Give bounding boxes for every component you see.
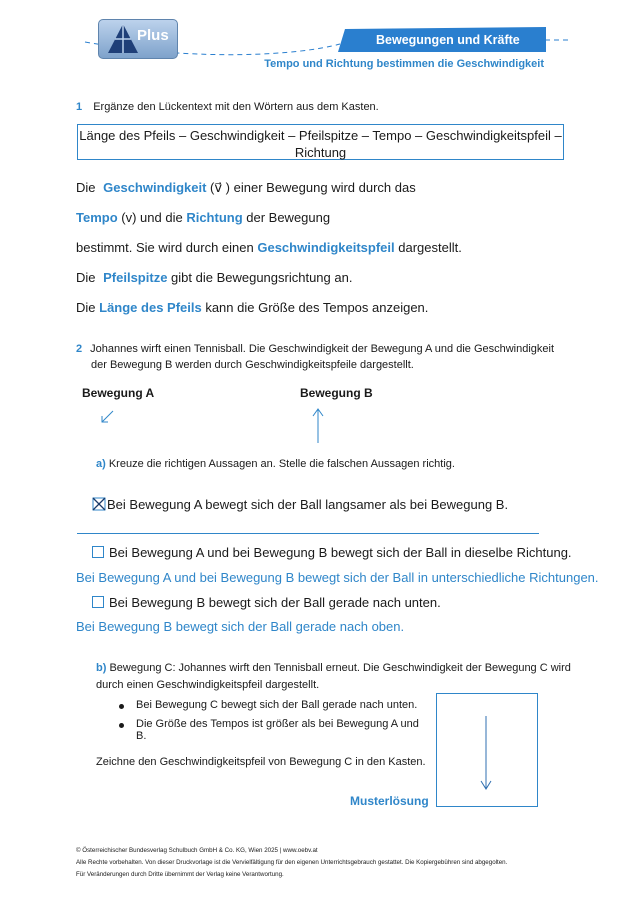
cloze-text: gibt die Bewegungsrichtung an. bbox=[167, 270, 353, 285]
page-subtitle: Tempo und Richtung bestimmen die Geschwindigkeit bbox=[264, 58, 544, 70]
answer-geschwindigkeitspfeil: Geschwindigkeitspfeil bbox=[257, 240, 395, 255]
task1-instruction bbox=[76, 101, 379, 113]
cloze-line-4 bbox=[76, 270, 352, 285]
statement-3 bbox=[92, 595, 441, 610]
cloze-text: Die bbox=[76, 300, 100, 315]
footer bbox=[76, 845, 507, 881]
part-b-line2: durch einen Geschwindigkeitspfeil dargestellt. bbox=[96, 679, 320, 691]
footer-rights: Alle Rechte vorbehalten. Von dieser Druckvorlage ist die Vervielfältigung für den eigenen Unterrichtsgebrauch gestattet. Die Kopiergebühren sind abgegolten. bbox=[76, 859, 508, 866]
task2-intro bbox=[76, 341, 554, 373]
plus-logo bbox=[98, 19, 178, 59]
correction-2: Bei Bewegung A und bei Bewegung B bewegt sich der Ball in unterschiedliche Richtungen. bbox=[76, 570, 599, 585]
cloze-text: Die bbox=[76, 180, 100, 195]
part-b-line1: Bewegung C: Johannes wirft den Tennisball erneut. Die Geschwindigkeit der Bewegung C wird bbox=[109, 662, 571, 674]
list-item: Die Größe des Tempos ist größer als bei Bewegung A und B. bbox=[116, 718, 426, 742]
draw-instruction: Zeichne den Geschwindigkeitspfeil von Bewegung C in den Kasten. bbox=[96, 756, 426, 768]
cloze-text: Die bbox=[76, 270, 100, 285]
arrow-c-icon bbox=[437, 694, 537, 806]
cloze-text: einer Bewegung wird durch das bbox=[230, 180, 416, 195]
checkbox[interactable] bbox=[92, 546, 104, 558]
cloze-line-1 bbox=[76, 180, 416, 196]
arrow-b-icon bbox=[308, 405, 328, 445]
footer-copyright: © Österreichischer Bundesverlag Schulbuch GmbH & Co. KG, Wien 2025 | www.oebv.at bbox=[76, 847, 318, 854]
statement-1 bbox=[92, 497, 508, 512]
list-item: Bei Bewegung C bewegt sich der Ball gerade nach unten. bbox=[116, 699, 426, 711]
velocity-symbol: (v⃗ ) bbox=[206, 180, 231, 195]
logo-triangle-icon bbox=[107, 23, 139, 55]
task2-intro-line1: Johannes wirft einen Tennisball. Die Geschwindigkeit der Bewegung A und die Geschwindigkeit bbox=[90, 343, 555, 355]
statement-2 bbox=[92, 545, 572, 560]
statement-2-text: Bei Bewegung A und bei Bewegung B bewegt sich der Ball in dieselbe Richtung. bbox=[109, 545, 572, 560]
word-box bbox=[77, 124, 564, 160]
cloze-line-3 bbox=[76, 240, 462, 255]
cloze-line-2 bbox=[76, 210, 330, 225]
answer-tempo: Tempo bbox=[76, 210, 118, 225]
arrow-a-icon bbox=[95, 405, 125, 430]
answer-geschwindigkeit: Geschwindigkeit bbox=[103, 180, 207, 195]
footer-disclaimer: Für Veränderungen durch Dritte übernimmt der Verlag keine Verantwortung. bbox=[76, 871, 284, 878]
part-a-instruction bbox=[96, 458, 455, 470]
part-b-label: b) bbox=[96, 662, 107, 674]
statement-1-text: Bei Bewegung A bewegt sich der Ball langsamer als bei Bewegung B. bbox=[107, 497, 509, 512]
answer-pfeilspitze: Pfeilspitze bbox=[103, 270, 168, 285]
label-bewegung-b: Bewegung B bbox=[300, 386, 373, 400]
cloze-text: der Bewegung bbox=[242, 210, 331, 225]
answer-line bbox=[77, 533, 539, 534]
word-box-line1: Länge des Pfeils – Geschwindigkeit – Pfeilspitze – Tempo – Geschwindigkeitspfeil – bbox=[79, 128, 562, 143]
condition-list bbox=[116, 699, 426, 749]
word-box-line2: Richtung bbox=[294, 145, 347, 160]
cloze-text: (v) und die bbox=[117, 210, 187, 225]
part-a-label: a) bbox=[96, 458, 106, 470]
drawing-box[interactable] bbox=[436, 693, 538, 807]
logo-text: Plus bbox=[137, 27, 169, 44]
correction-3: Bei Bewegung B bewegt sich der Ball gerade nach oben. bbox=[76, 619, 405, 634]
label-bewegung-a: Bewegung A bbox=[82, 386, 155, 400]
answer-laenge-des-pfeils: Länge des Pfeils bbox=[99, 300, 202, 315]
task1-number: 1 bbox=[76, 101, 83, 113]
cloze-text: bestimmt. Sie wird durch einen bbox=[76, 240, 258, 255]
cloze-line-5 bbox=[76, 300, 428, 315]
part-b-intro bbox=[96, 660, 571, 694]
part-a-instruction-text: Kreuze die richtigen Aussagen an. Stelle die falschen Aussagen richtig. bbox=[108, 458, 455, 470]
checkbox[interactable] bbox=[92, 596, 104, 608]
checked-checkbox-icon[interactable] bbox=[92, 497, 106, 511]
cloze-text: kann die Größe des Tempos anzeigen. bbox=[201, 300, 429, 315]
task2-number: 2 bbox=[76, 343, 83, 355]
cloze-text: dargestellt. bbox=[394, 240, 462, 255]
statement-3-text: Bei Bewegung B bewegt sich der Ball gerade nach unten. bbox=[109, 595, 441, 610]
solution-label: Musterlösung bbox=[350, 794, 429, 808]
answer-richtung: Richtung bbox=[186, 210, 243, 225]
topic-title: Bewegungen und Kräfte bbox=[376, 33, 520, 47]
task2-intro-line2: der Bewegung B werden durch Geschwindigkeitspfeile dargestellt. bbox=[91, 359, 414, 371]
task1-instruction-text: Ergänze den Lückentext mit den Wörtern aus dem Kasten. bbox=[93, 101, 379, 113]
